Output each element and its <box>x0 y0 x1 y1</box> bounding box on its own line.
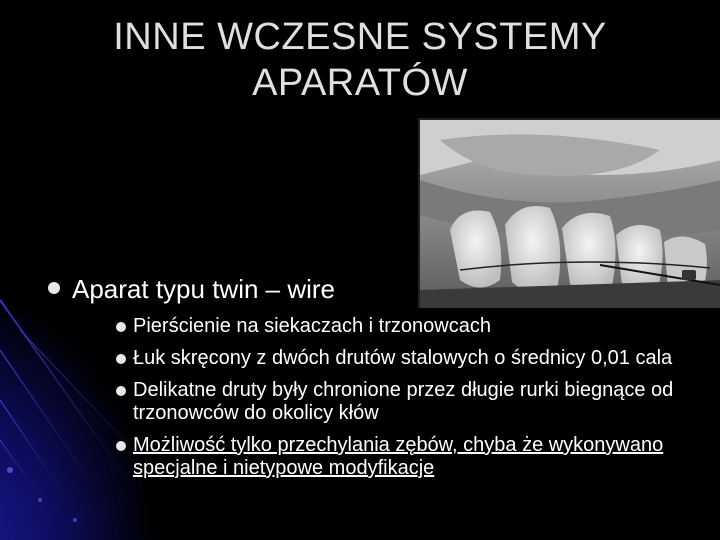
dental-photo-image <box>420 120 720 308</box>
sub-bullet-text: Możliwość tylko przechylania zębów, chyba że wykonywano specjalne i nietypowe modyfikacje <box>133 434 664 479</box>
bullet-dot-icon <box>116 441 126 451</box>
sub-bullet <box>116 379 706 425</box>
sub-bullet-text: Pierścienie na siekaczach i trzonowcach <box>133 315 491 337</box>
main-bullet-text: Aparat typu twin – wire <box>72 274 336 304</box>
sub-bullet-text: Delikatne druty były chronione przez długie rurki biegnące od trzonowców do okolicy kłów <box>133 379 674 424</box>
bullet-dot-icon <box>116 354 126 364</box>
bullet-dot-icon <box>116 322 126 332</box>
sub-bullet-text: Łuk skręcony z dwóch drutów stalowych o średnicy 0,01 cala <box>133 347 673 369</box>
title-line-1: INNE WCZESNE SYSTEMY <box>113 16 607 58</box>
sub-bullet <box>116 434 706 480</box>
bullet-dot-icon <box>116 386 126 396</box>
dental-photo <box>418 118 720 308</box>
sub-bullet <box>116 315 706 338</box>
title-line-2: APARATÓW <box>252 62 468 104</box>
bullet-dot-icon <box>48 282 60 294</box>
sub-bullet-list <box>116 315 706 489</box>
sub-bullet <box>116 347 706 370</box>
slide-title <box>40 14 680 106</box>
